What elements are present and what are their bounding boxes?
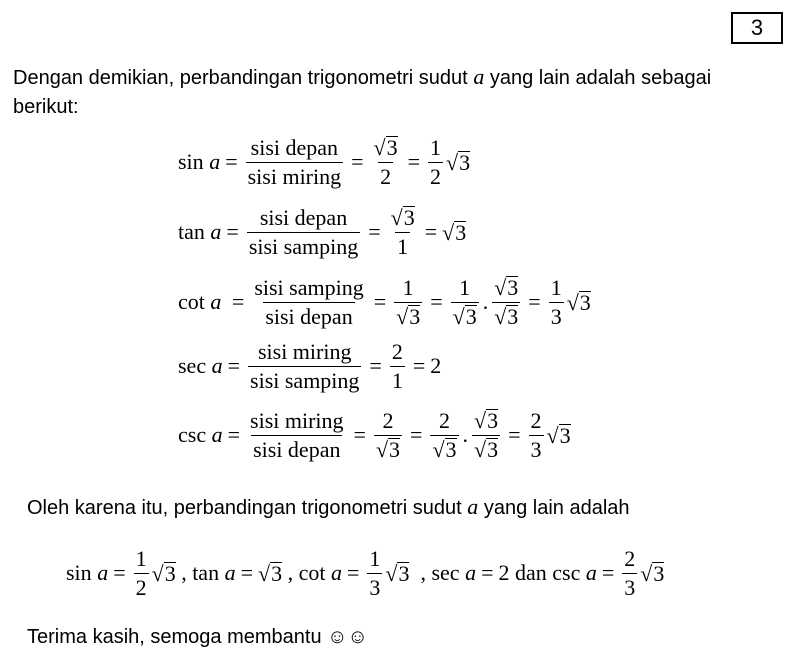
equation-sin: sin a = $\frac{\text{sisi depan}}{\text{sisi miring}}$ = √ 3 2 = $\frac{1}{2}$ √ 3 <box>178 134 471 189</box>
equation-cot: cot a = $\frac{\text{sisi samping}}{\text{sisi depan}}$ = 1 √ 3 = 1 √ 3 . √ 3 √ 3 = $\frac{1}{3}$ √ 3 <box>178 274 591 329</box>
page-number-box <box>731 12 783 44</box>
intro-line-2: berikut: <box>13 96 79 118</box>
equation-sec: sec a = $\frac{\text{sisi miring}}{\text{sisi samping}}$ = $\frac{2}{1}$ = 2 <box>178 338 442 393</box>
equation-csc: csc a = $\frac{\text{sisi miring}}{\text{sisi depan}}$ = 2 √ 3 = 2 √ 3 . √ 3 √ 3 = $\frac{2}{3}$ √ 3 <box>178 407 571 462</box>
closing-line: Terima kasih, semoga membantu ☺☺ <box>27 626 368 648</box>
equation-tan: tan a = $\frac{\text{sisi depan}}{\text{sisi samping}}$ = √ 3 1 = √ 3 <box>178 204 467 259</box>
smiley-icon: ☺☺ <box>327 626 368 648</box>
conclusion-line: Oleh karena itu, perbandingan trigonometri sudut a yang lain adalah <box>27 494 630 519</box>
summary-equation: sin a = $\frac{1}{2}$ √ 3 , tan a = √ 3 , cot a = $\frac{1}{3}$ √ 3 , sec a = 2 dan csc a = $\frac{2}{3}$ √ 3 <box>66 545 665 600</box>
page-number: 3 <box>750 15 764 40</box>
intro-line-1: Dengan demikian, perbandingan trigonometri sudut a yang lain adalah sebagai <box>13 64 712 89</box>
